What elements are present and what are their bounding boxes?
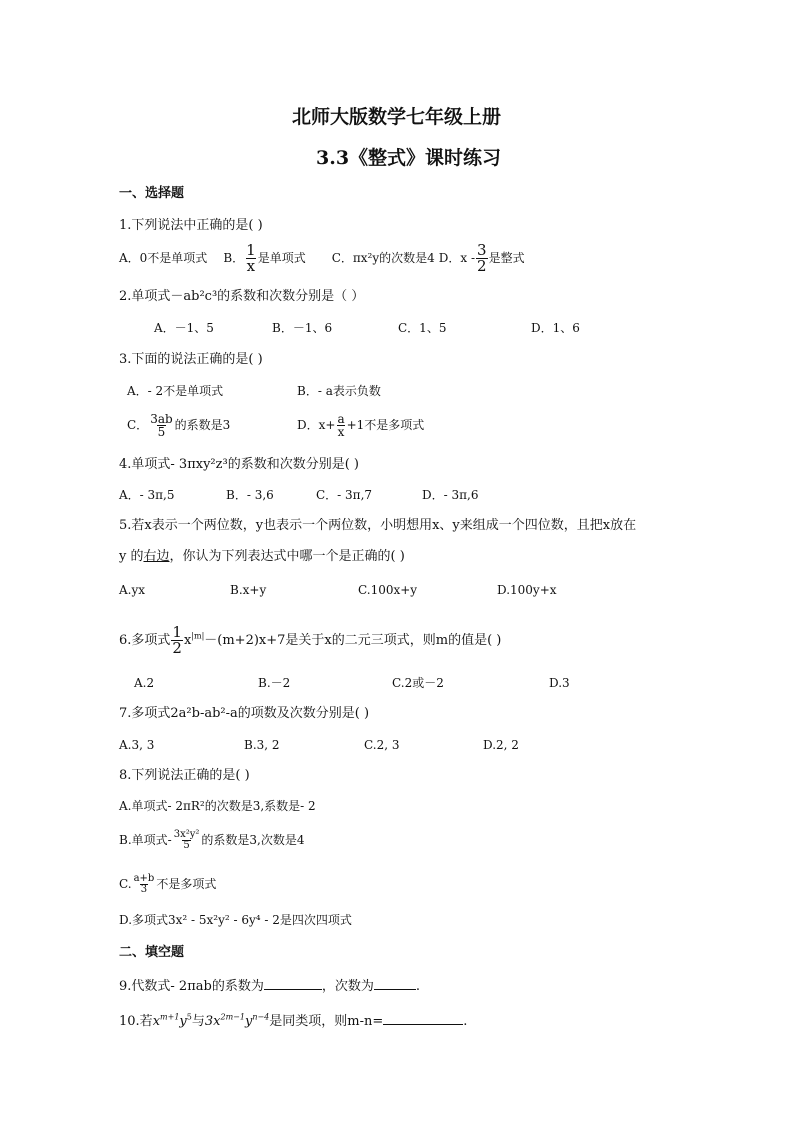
question-3-option-d: D．x+ $\frac{a}{x}$ +1不是多项式 xyxy=(297,412,425,439)
question-1-option-a: A．0不是单项式 xyxy=(119,251,208,265)
question-1-stem: 1.下列说法中正确的是( ) xyxy=(119,218,263,233)
question-2-stem: 2.单项式－ab²c³的系数和次数分别是（ ） xyxy=(119,289,365,304)
question-6-option-a: A.2 xyxy=(134,676,155,690)
question-2-option-b: B．－1、6 xyxy=(272,321,333,335)
question-6-option-c: C.2或－2 xyxy=(392,676,444,690)
question-6-option-d: D.3 xyxy=(549,676,570,690)
section-heading-fill: 二、填空题 xyxy=(119,945,185,960)
underlined-word: 右边 xyxy=(143,549,170,564)
question-5-option-d: D.100y+x xyxy=(497,583,557,597)
question-1-options xyxy=(119,243,525,274)
question-8-option-a: A.单项式- 2πR²的次数是3,系数是- 2 xyxy=(119,799,316,813)
question-5-option-b: B.x+y xyxy=(230,583,267,597)
question-3-option-c: C． $\frac{3ab}{5}$ 的系数是3 xyxy=(127,412,231,439)
question-8-option-b: B.单项式- $\frac{\text{3x²y²}}{5}$ 的系数是3,次数是4 xyxy=(119,829,305,851)
question-5-option-a: A.yx xyxy=(119,583,146,597)
question-5-option-c: C.100x+y xyxy=(358,583,418,597)
question-1-option-b: B． $\frac{1}{x}$ 是单项式 xyxy=(223,241,306,275)
question-5-line-2: y 的右边，你认为下列表达式中哪一个是正确的( ) xyxy=(119,549,405,564)
answer-blank[interactable] xyxy=(374,978,416,990)
question-2-option-d: D．1、6 xyxy=(531,321,580,335)
question-5-line-1: 5.若x表示一个两位数，y也表示一个两位数，小明想用x、y来组成一个四位数，且把x放在 xyxy=(119,518,637,533)
question-4-option-d: D．- 3π,6 xyxy=(422,488,479,502)
question-3-option-b: B．- a表示负数 xyxy=(297,384,381,398)
question-2-option-a: A．－1、5 xyxy=(154,321,214,335)
question-8-stem: 8.下列说法正确的是( ) xyxy=(119,768,250,783)
question-6-stem: 6.多项式 $\frac{1}{2}$ $x^{|m|}-(m+2)x+7$是关于x的二元三项式，则m的值是( ) xyxy=(119,623,502,657)
question-4-stem: 4.单项式- 3πxy²z³的系数和次数分别是( ) xyxy=(119,457,359,472)
question-1-option-d: D．x - $\frac{3}{2}$ 是整式 xyxy=(438,241,525,275)
question-7-option-d: D.2, 2 xyxy=(483,738,519,752)
question-8-option-c: C. $\frac{a+b}{3}$ 不是多项式 xyxy=(119,873,217,895)
question-4-option-b: B．- 3,6 xyxy=(226,488,274,502)
page-subtitle: 3.3《整式》课时练习 xyxy=(316,147,502,169)
question-3-option-a: A．- 2不是单项式 xyxy=(127,384,224,398)
question-7-option-a: A.3, 3 xyxy=(119,738,155,752)
page-title: 北师大版数学七年级上册 xyxy=(292,106,502,128)
answer-blank[interactable] xyxy=(264,978,322,990)
question-9: 9.代数式- 2πab的系数为 ，次数为 . xyxy=(119,979,420,994)
question-4-option-a: A．- 3π,5 xyxy=(119,488,175,502)
section-heading-choice: 一、选择题 xyxy=(119,186,185,201)
question-7-option-c: C.2, 3 xyxy=(364,738,400,752)
question-10: 10.若$x^{m+1}y^5$与$3x^{2m-1}y^{n-4}$是同类项，则m-n= . xyxy=(119,1012,468,1029)
question-7-stem: 7.多项式2a²b-ab²-a的项数及次数分别是( ) xyxy=(119,706,370,721)
question-4-option-c: C．- 3π,7 xyxy=(316,488,373,502)
question-1-option-c: C．πx²y的次数是4 xyxy=(331,251,435,265)
question-6-option-b: B.－2 xyxy=(258,676,291,690)
question-8-option-d: D.多项式3x² - 5x²y² - 6y⁴ - 2是四次四项式 xyxy=(119,913,352,927)
question-3-stem: 3.下面的说法正确的是( ) xyxy=(119,352,263,367)
question-2-option-c: C．1、5 xyxy=(398,321,447,335)
answer-blank[interactable] xyxy=(383,1013,463,1025)
question-7-option-b: B.3, 2 xyxy=(244,738,280,752)
